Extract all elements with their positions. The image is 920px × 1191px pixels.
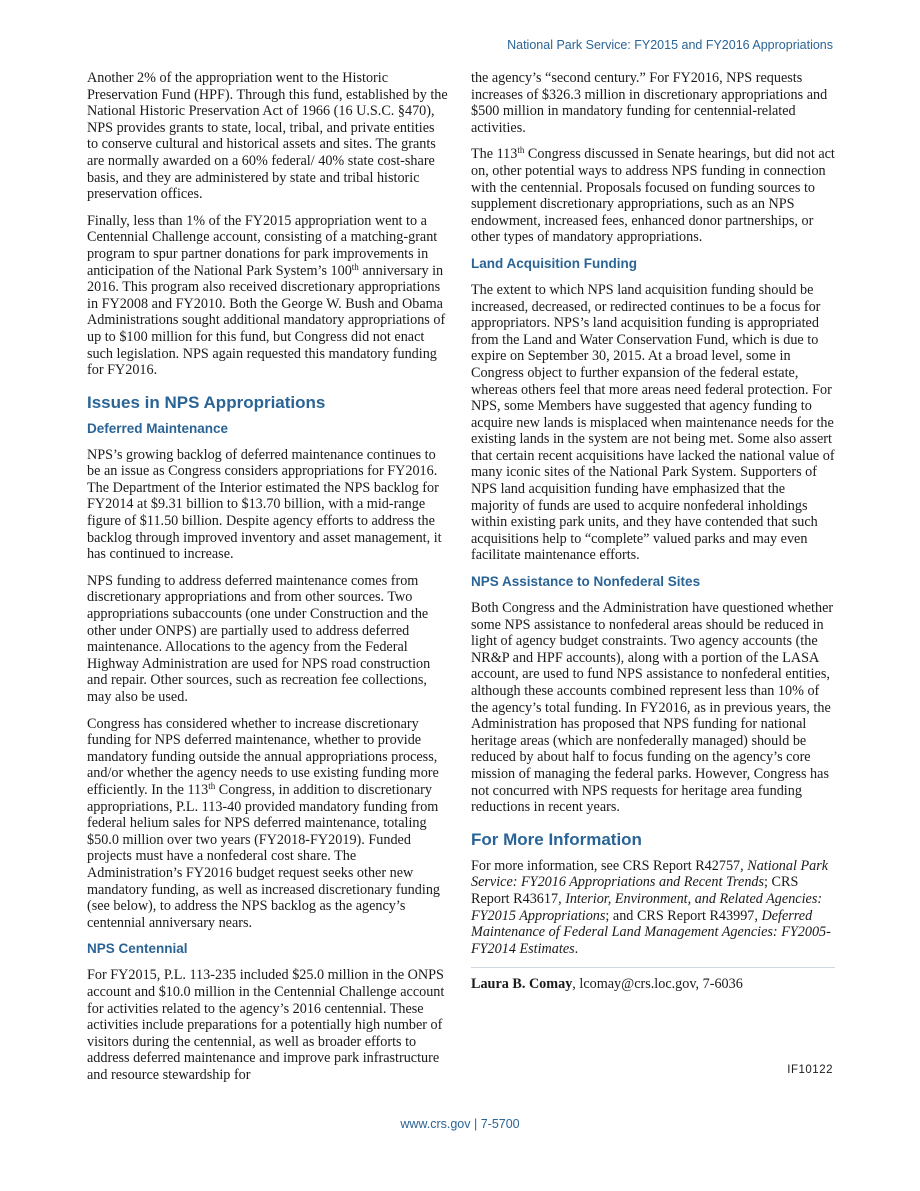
author-contact[interactable]: , lcomay@crs.loc.gov, 7-6036 bbox=[572, 976, 743, 993]
subheading-nps-centennial: NPS Centennial bbox=[87, 941, 188, 957]
paragraph-funding-sources: NPS funding to address deferred maintenance comes from discretionary appropriations and from other sources. Two appropriations subaccounts (one under Construction and the other under ONPS) are partially used to address deferred maintenance. Allocations to the agency from the Federal Highway Administration are used for NPS road construction and repair. Other sources, such as recreation fee collections, may also be used. bbox=[87, 572, 431, 705]
subheading-nonfederal-assistance: NPS Assistance to Nonfederal Sites bbox=[471, 574, 701, 590]
text-span: ; and CRS Report R43997, bbox=[605, 907, 762, 924]
page-footer[interactable]: www.crs.gov | 7-5700 bbox=[400, 1117, 520, 1131]
superscript: th bbox=[351, 261, 359, 272]
paragraph-more-information bbox=[471, 858, 835, 958]
paragraph-hpf: Another 2% of the appropriation went to the Historic Preservation Fund (HPF). Through this fund, established by the National Historic Preservation Act of 1966 (16 U.S.C. §470), NPS provides grants to state, local, tribal, and private entities to conserve cultural and historical assets and sites. The grants are normally awarded on a 60% federal/ 40% state cost-share basis, and they are administered by state and tribal historic preservation offices. bbox=[87, 70, 448, 203]
paragraph-centennial-challenge bbox=[87, 213, 449, 379]
superscript: th bbox=[517, 145, 525, 156]
superscript: th bbox=[208, 780, 216, 791]
text-span: Congress discussed in Senate hearings, but did not act on, other potential ways to address NPS funding in connection with the centennial. Proposals focused on funding sources to supplement discretionary appropriations, such as an NPS endowment, increased fees, enhanced donor partnerships, or other types of mandatory appropriations. bbox=[471, 146, 835, 246]
heading-issues: Issues in NPS Appropriations bbox=[87, 392, 326, 412]
text-span: Congress has considered whether to increase discretionary funding for NPS deferred maintenance, whether to provide mandatory funding outside the annual appropriations process, and/or whether the agency needs to use existing funding more efficiently. In the 113 bbox=[87, 715, 439, 798]
heading-more-information: For More Information bbox=[471, 829, 642, 849]
paragraph-113th-congress bbox=[471, 146, 835, 246]
report-title-r43997[interactable]: Deferred Maintenance of Federal Land Management Agencies: FY2005-FY2014 Estimates bbox=[471, 907, 831, 957]
paragraph-backlog: NPS’s growing backlog of deferred maintenance continues to be an issue as Congress considers appropriations for FY2016. The Department of the Interior estimated the NPS backlog for FY2014 at $9.31 billion to $13.70 billion, with a mid-range figure of $11.50 billion. Despite agency efforts to address the backlog through improved inventory and asset management, it has continued to increase. bbox=[87, 446, 442, 563]
report-title-r42757[interactable]: National Park Service: FY2016 Appropriations and Recent Trends bbox=[471, 857, 829, 891]
text-span: . bbox=[574, 940, 579, 957]
subheading-deferred-maintenance: Deferred Maintenance bbox=[87, 420, 229, 436]
document-id: IF10122 bbox=[787, 1064, 833, 1076]
text-span: anniversary in 2016. This program also received discretionary appropriations in FY2008 and FY2010. Both the George W. Bush and Obama Administrations sought additional mandatory appropriations of up to $100 million for this fund, but Congress did not enact such legislation. NPS again requested this mandatory funding for FY2016. bbox=[87, 262, 446, 379]
author-line bbox=[471, 967, 835, 993]
text-span: ; CRS Report R43617, bbox=[471, 874, 799, 907]
text-span: The 113 bbox=[471, 146, 518, 163]
left-column bbox=[87, 70, 449, 1093]
right-column bbox=[471, 70, 835, 1003]
text-span: Congress, in addition to discretionary appropriations, P.L. 113-40 provided mandatory funding from federal helium sales for NPS deferred maintenance, totaling $50.0 million over two years (FY2018-FY2019). Funded projects must have a nonfederal cost share. The Administration’s FY2016 budget request seeks other new mandatory funding, as well as increased discretionary funding (see below), to address the NPS backlog as the agency’s centennial anniversary nears. bbox=[87, 781, 441, 931]
paragraph-fy2015-centennial: For FY2015, P.L. 113-235 included $25.0 million in the ONPS account and $10.0 million in the Centennial Challenge account for activities related to the agency’s 2016 centennial. These activities include preparations for a potentially high number of visitors during the centennial, as well as broader efforts to address deferred maintenance and improve park infrastructure and resource stewardship for bbox=[87, 967, 445, 1083]
text-span: Finally, less than 1% of the FY2015 appropriation went to a Centennial Challenge account, consisting of a matching-grant program to spur partner donations for park improvements in anticipation of the National Park System’s 100 bbox=[87, 212, 438, 279]
paragraph-congress-considered bbox=[87, 716, 449, 932]
paragraph-land-acquisition: The extent to which NPS land acquisition funding should be increased, decreased, or redirected continues to be a focus for appropriators. NPS’s land acquisition funding is appropriated from the Land and Water Conservation Fund, which is due to expire on September 30, 2015. At a broad level, some in Congress object to further expansion of the federal estate, whereas others feel that more areas need federal protection. For NPS, some Members have suggested that agency funding to acquire new lands is misplaced when maintenance needs for the existing lands in the system are not being met. Some also assert that certain recent acquisitions have lacked the national value of many iconic sites of the National Park System. Supporters of NPS land acquisition funding have emphasized that the majority of funds are used to acquire nonfederal inholdings within existing park units, and they have contended that such acquisitions help to “complete” valued parks and may even facilitate maintenance efforts. bbox=[471, 281, 835, 564]
paragraph-second-century: the agency’s “second century.” For FY2016, NPS requests increases of $326.3 million in discretionary appropriations and $500 million in mandatory funding for centennial-related activities. bbox=[471, 70, 828, 136]
report-title-r43617[interactable]: Interior, Environment, and Related Agencies: FY2015 Appropriations bbox=[471, 890, 823, 924]
running-header: National Park Service: FY2015 and FY2016 Appropriations bbox=[507, 38, 833, 52]
text-span: For more information, see CRS Report R42757, bbox=[471, 857, 748, 874]
author-name: Laura B. Comay bbox=[471, 976, 573, 993]
subheading-land-acquisition: Land Acquisition Funding bbox=[471, 255, 637, 271]
paragraph-nonfederal-assistance: Both Congress and the Administration have questioned whether some NPS assistance to nonfederal areas should be reduced in light of agency budget constraints. Two agency accounts (the NR&P and HPF accounts), along with a portion of the LASA account, are used to fund NPS assistance to nonfederal entities, although these accounts combined represent less than 10% of the agency’s total funding. In FY2016, as in previous years, the Administration has proposed that NPS funding for national heritage areas (which are nonfederally managed) should be reduced by about half to focus funding on the agency’s core mission of managing the federal parks. However, Congress has not concurred with NPS requests for heritage area funding reductions in recent years. bbox=[471, 600, 834, 816]
